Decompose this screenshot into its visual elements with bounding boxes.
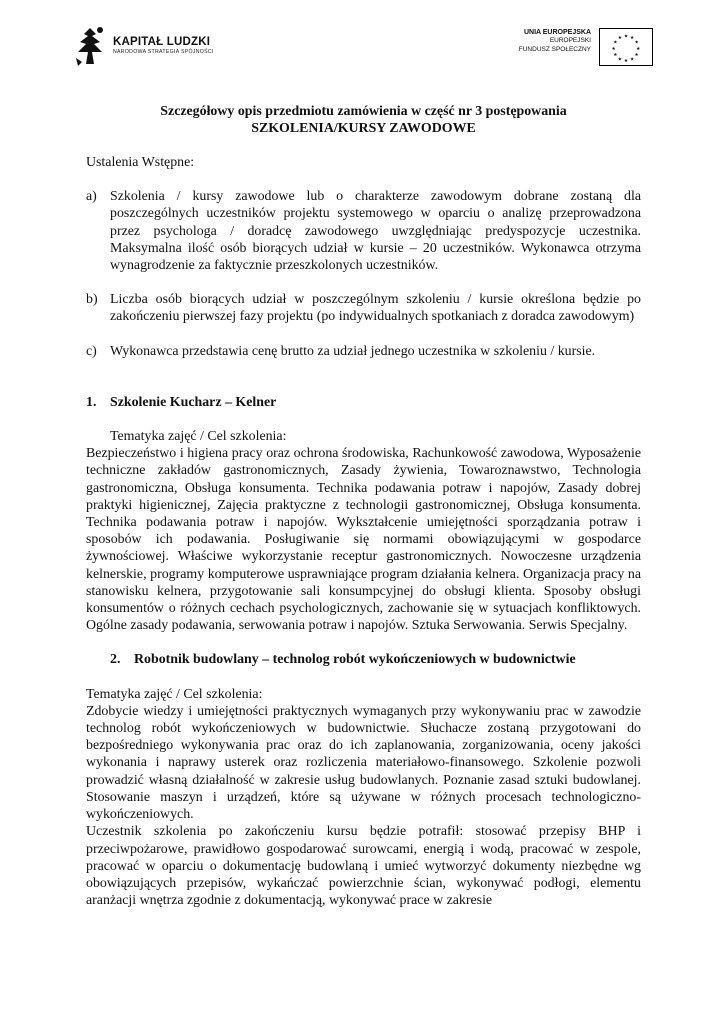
- kapital-ludzki-emblem-icon: [72, 24, 108, 68]
- section-1-heading: [86, 394, 641, 411]
- svg-text:★: ★: [623, 34, 629, 40]
- eu-logo-line3: FUNDUSZ SPOŁECZNY: [518, 45, 591, 53]
- section-2-body-1: Zdobycie wiedzy i umiejętności praktycznych wymaganych przy wykonywaniu prac w zawodzie technolog robót wykończeniowych w budownictwie. Słuchacze zostaną przygotowani do bezpośredniego wykonywania prac oraz do ich zaplanowania, zorganizowania, oceny jakości wykonania i naprawy usterek oraz rozliczenia materiałowo-finansowego. Szkolenie pozwoli prowadzić własną działalność w zakresie usług budowlanych. Poznanie zasad sztuki budowlanej. Stosowanie maszyn i urządzeń, które są używane w różnych procesach technologiczno-wykończeniowych.: [86, 703, 641, 823]
- section-title: Robotnik budowlany – technolog robót wykończeniowych w budownictwie: [134, 652, 576, 668]
- list-marker: a): [86, 189, 97, 205]
- section-2-label: Tematyka zajęć / Cel szkolenia:: [86, 686, 263, 702]
- left-logo-title: KAPITAŁ LUDZKI: [113, 36, 211, 48]
- section-1-label: Tematyka zajęć / Cel szkolenia:: [110, 429, 287, 445]
- svg-text:★: ★: [617, 36, 622, 42]
- svg-text:★: ★: [636, 46, 641, 52]
- list-item-a: [86, 188, 641, 274]
- document-body: [86, 100, 641, 909]
- document-title: [86, 103, 641, 137]
- svg-text:★: ★: [634, 40, 639, 46]
- title-line-2: SZKOLENIA/KURSY ZAWODOWE: [251, 121, 476, 136]
- eu-logo-line2: EUROPEJSKI: [549, 37, 591, 44]
- svg-text:★: ★: [630, 36, 635, 42]
- intro-heading: Ustalenia Wstępne:: [86, 155, 195, 170]
- section-number: 1.: [86, 394, 97, 410]
- eu-flag-icon: [599, 28, 653, 66]
- list-text: Liczba osób biorących udział w poszczególnym szkoleniu / kursie określona będzie po zakończeniu pierwszej fazy projektu (po indywidualnych spotkaniach z doradca zawodowym): [110, 292, 641, 325]
- section-number: 2.: [110, 652, 121, 668]
- svg-text:★: ★: [613, 40, 618, 46]
- list-item-b: [86, 291, 641, 325]
- svg-text:★: ★: [613, 53, 618, 58]
- title-line-1: Szczegółowy opis przedmiotu zamówienia w część nr 3 postępowania: [160, 104, 567, 119]
- list-item-c: [86, 343, 641, 360]
- svg-text:★: ★: [617, 57, 622, 63]
- left-logo-subtitle: NARODOWA STRATEGIA SPÓJNOŚCI: [113, 49, 214, 55]
- section-2-heading: [86, 651, 641, 668]
- list-text: Wykonawca przedstawia cenę brutto za udział jednego uczestnika w szkoleniu / kursie.: [110, 343, 596, 359]
- svg-text:★: ★: [630, 57, 635, 63]
- section-2-body-2: Uczestnik szkolenia po zakończeniu kursu będzie potrafił: stosować przepisy BHP i przeciwpożarowe, prawidłowo gospodarować surowcami, energią i wodą, pracować w zespole, pracować w oparciu o dokumentację budowlaną i umieć wytworzyć dokumenty niezbędne wg obowiązujących przepisów, wykańczać powierzchnie ścian, wykonywać podłogi, elementu aranżacji wnętrza zgodnie z dokumentacją, wykonywać prace w zakresie: [86, 824, 641, 909]
- page-header: [0, 18, 725, 78]
- eu-logo: [507, 28, 653, 66]
- svg-text:★: ★: [634, 53, 639, 58]
- section-title: Szkolenie Kucharz – Kelner: [110, 394, 277, 410]
- list-marker: b): [86, 292, 98, 308]
- section-1-body: Bezpieczeństwo i higiena pracy oraz ochrona środowiska, Rachunkowość zawodowa, Wyposażenie techniczne zakładów gastronomicznych, Zasady żywienia, Towaroznawstwo, Technologia gastronomiczna, Obsługa konsumenta. Technika podawania potraw i napojów, Zasady dobrej praktyki higienicznej, Zajęcia praktyczne z technologii gastronomicznej, Obsługa konsumenta. Technika podawania potraw i napojów. Wykształcenie umiejętności sporządzania potraw i sposobów ich podawania. Posługiwanie się normami obowiązującymi w gospodarce żywnościowej. Właściwe wykorzystanie receptur gastronomicznych. Nowoczesne urządzenia kelnerskie, programy komputerowe usprawniające program działania kelnera. Organizacja pracy na stanowisku kelnera, przygotowanie sali konsumpcyjnej do obsługi klienta. Sposoby obsługi konsumentów o różnych cechach psychologicznych, zachowanie się w sytuacjach konfliktowych. Ogólne zasady podawania, serwowania potraw i napojów. Sztuka Serwowania. Serwis Specjalny.: [86, 446, 641, 634]
- kapital-ludzki-logo: [72, 24, 214, 68]
- eu-logo-line1: UNIA EUROPEJSKA: [523, 29, 591, 36]
- svg-text:★: ★: [623, 59, 629, 65]
- svg-text:★: ★: [611, 46, 616, 52]
- list-text: Szkolenia / kursy zawodowe lub o charakterze zawodowym dobrane zostaną dla poszczególnych uczestników projektu systemowego w oparciu o analizę przeprowadzona przez psychologa / doradcę zawodowego uwzględniając predyspozycje uczestnika. Maksymalna ilość osób biorących udział w kursie – 20 uczestników. Wykonawca otrzyma wynagrodzenie za faktycznie przeszkolonych uczestników.: [110, 189, 641, 274]
- list-marker: c): [86, 343, 97, 359]
